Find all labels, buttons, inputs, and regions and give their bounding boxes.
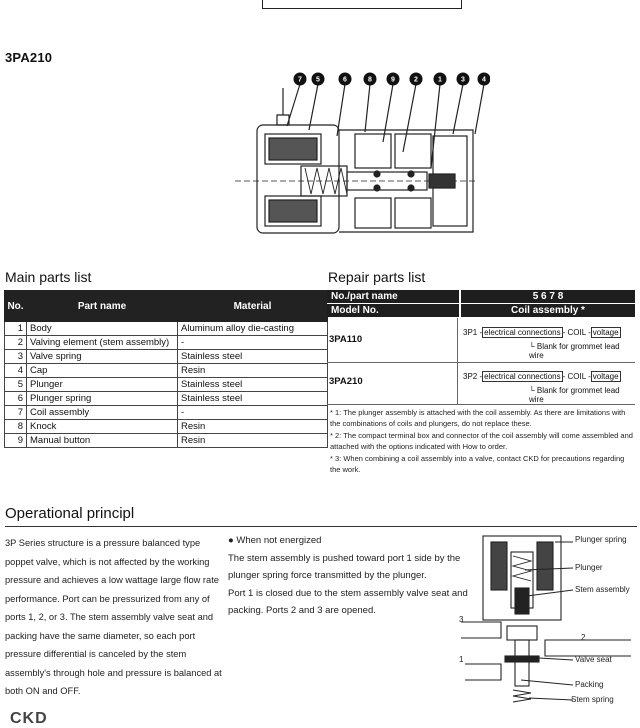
operating-diagram	[455, 530, 637, 710]
column-divider	[457, 318, 458, 362]
label-stem-spring: Stem spring	[571, 695, 614, 704]
header-part-numbers: 5 6 7 8	[461, 290, 635, 303]
cell-no: 7	[5, 406, 27, 420]
table-row	[5, 350, 328, 364]
col-header-material: Material	[178, 291, 328, 322]
table-row	[5, 336, 328, 350]
cell-part-name: Coil assembly	[27, 406, 178, 420]
coil-part-code: 3P1 - electrical connections - COIL - voltage	[463, 328, 619, 337]
divider	[5, 526, 637, 527]
cell-material: Stainless steel	[178, 350, 328, 364]
coil-part-code: 3P2 - electrical connections - COIL - voltage	[463, 372, 619, 381]
callout-label: 5	[316, 76, 320, 84]
state-paragraph-2: Port 1 is closed due to the stem assembly valve seat and packing. Ports 2 and 3 are opened.	[228, 587, 468, 616]
callout-label: 8	[368, 76, 372, 84]
cell-no: 1	[5, 322, 27, 336]
cell-part-name: Valving element (stem assembly)	[27, 336, 178, 350]
top-partial-frame	[262, 0, 462, 9]
header-no-part-name: No./part name	[327, 290, 461, 303]
main-parts-table	[4, 290, 328, 448]
label-plunger: Plunger	[575, 563, 603, 572]
callout-label: 6	[343, 76, 347, 84]
operational-state-text	[228, 532, 468, 620]
cell-no: 3	[5, 350, 27, 364]
callout-label: 9	[391, 76, 395, 84]
cell-part-name: Plunger	[27, 378, 178, 392]
repair-model: 3PA110	[329, 334, 363, 345]
table-row	[5, 364, 328, 378]
operational-description: 3P Series structure is a pressure balanced type poppet valve, which is not affected by the working pressure and achieves a low wattage large flow rate performance. Port can be pressurized from any of ports 1, 2, or 3. The stem assembly valve seat and packing have the same diameter, so each port pressure differential is canceled by the stem assembly's through hole and pressure is balanced at both ON and OFF.	[5, 538, 222, 696]
cell-part-name: Cap	[27, 364, 178, 378]
state-heading: ● When not energized	[228, 535, 322, 546]
cell-material: Stainless steel	[178, 392, 328, 406]
table-row	[5, 392, 328, 406]
state-paragraph-1: The stem assembly is pushed toward port 1 side by the plunger spring force transmitted by the plunger.	[228, 552, 461, 581]
label-stem-assembly: Stem assembly	[575, 585, 630, 594]
label-valve-seat: Valve seat	[575, 655, 612, 664]
callout-label: 7	[298, 76, 302, 84]
label-port-3: 3	[459, 615, 464, 624]
column-divider	[457, 362, 458, 404]
header-coil-assembly: Coil assembly *	[461, 304, 635, 317]
table-row	[5, 406, 328, 420]
cell-material: Aluminum alloy die-casting	[178, 322, 328, 336]
callout-label: 4	[482, 76, 486, 84]
repair-parts-header	[327, 290, 635, 317]
footer-logo: CKD	[10, 710, 48, 727]
main-parts-title: Main parts list	[5, 269, 92, 285]
table-row	[5, 434, 328, 448]
cell-material: Resin	[178, 420, 328, 434]
cell-material: -	[178, 406, 328, 420]
cell-part-name: Plunger spring	[27, 392, 178, 406]
label-port-2: 2	[581, 633, 586, 642]
repair-notes	[330, 408, 636, 477]
operational-title: Operational principl	[5, 505, 135, 522]
cell-part-name: Valve spring	[27, 350, 178, 364]
cell-material: -	[178, 336, 328, 350]
repair-parts-title: Repair parts list	[328, 269, 426, 285]
blank-note: └ Blank for grommet lead wire	[529, 386, 620, 404]
cell-part-name: Knock	[27, 420, 178, 434]
label-port-1: 1	[459, 655, 464, 664]
cell-no: 9	[5, 434, 27, 448]
cell-no: 6	[5, 392, 27, 406]
note-1: * 1: The plunger assembly is attached with the coil assembly. As there are limitations with the combinations of coils and plungers, do not replace these.	[330, 408, 626, 428]
col-header-no: No.	[5, 291, 27, 322]
col-header-part-name: Part name	[27, 291, 178, 322]
repair-row	[327, 318, 635, 363]
blank-note: └ Blank for grommet lead wire	[529, 342, 620, 360]
repair-row	[327, 362, 635, 405]
note-2: * 2: The compact terminal box and connector of the coil assembly will come assembled and attached with the options indicated with How to order.	[330, 431, 633, 451]
label-plunger-spring: Plunger spring	[575, 535, 627, 544]
cell-part-name: Body	[27, 322, 178, 336]
cell-material: Stainless steel	[178, 378, 328, 392]
cell-material: Resin	[178, 434, 328, 448]
callout-label: 2	[414, 76, 418, 84]
table-row	[5, 420, 328, 434]
note-3: * 3: When combining a coil assembly into a valve, contact CKD for precautions regarding the work.	[330, 454, 625, 474]
table-row	[5, 378, 328, 392]
cell-no: 5	[5, 378, 27, 392]
header-model-no: Model No.	[327, 304, 461, 317]
table-row	[5, 322, 328, 336]
callout-label: 1	[438, 76, 442, 84]
cell-no: 4	[5, 364, 27, 378]
cell-no: 2	[5, 336, 27, 350]
callout-label: 3	[461, 76, 465, 84]
label-packing: Packing	[575, 680, 604, 689]
cell-material: Resin	[178, 364, 328, 378]
model-heading: 3PA210	[5, 50, 53, 65]
cell-part-name: Manual button	[27, 434, 178, 448]
repair-model: 3PA210	[329, 376, 363, 387]
valve-cross-section-drawing	[225, 70, 490, 242]
cell-no: 8	[5, 420, 27, 434]
